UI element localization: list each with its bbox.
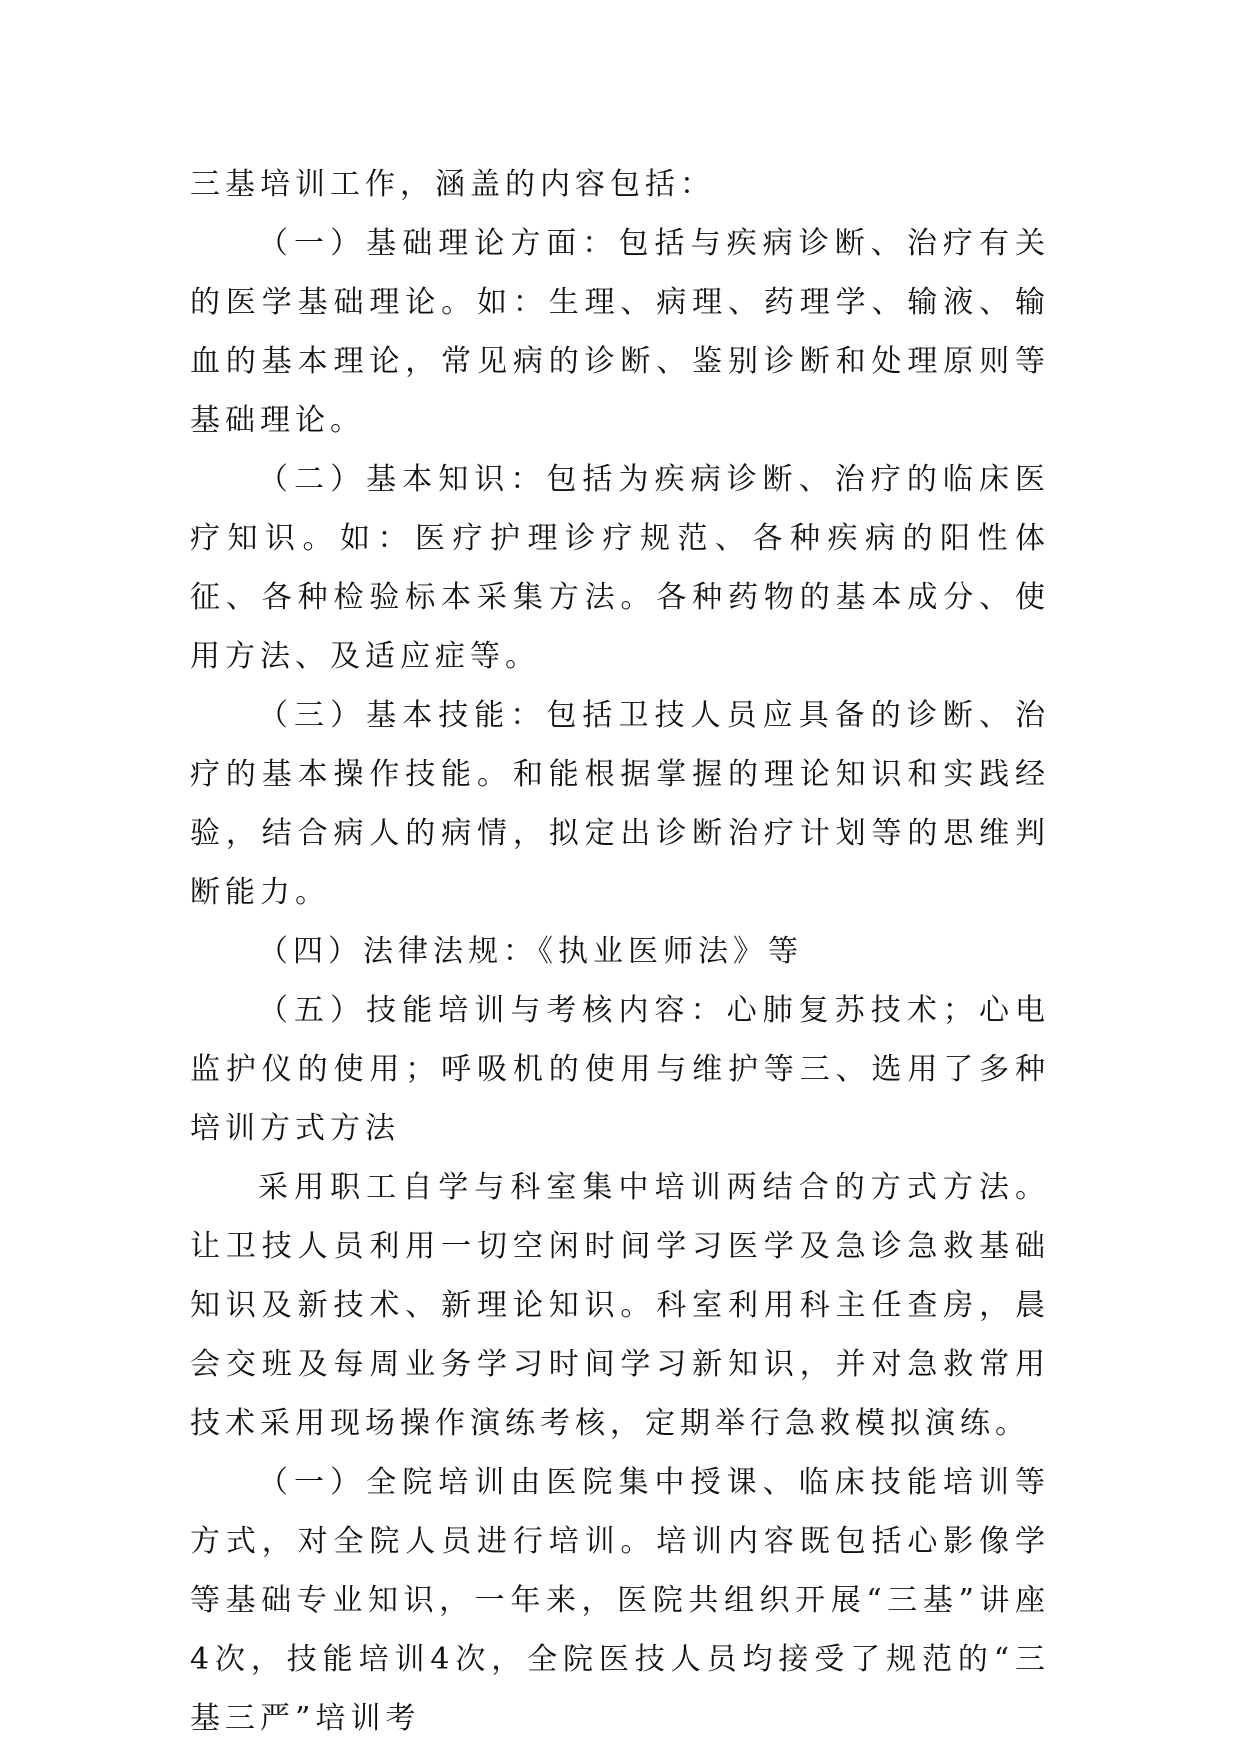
paragraph-basic-knowledge: （二）基本知识：包括为疾病诊断、治疗的临床医疗知识。如：医疗护理诊疗规范、各种疾病的阳性体征、各种检验标本采集方法。各种药物的基本成分、使用方法、及适应症等。 [190,462,1050,674]
paragraph-training-method: 采用职工自学与科室集中培训两结合的方式方法。让卫技人员利用一切空闲时间学习医学及急诊急救基础知识及新技术、新理论知识。科室利用科主任查房，晨会交班及每周业务学习时间学习新知识，并对急救常用技术采用现场操作演练考核，定期举行急救模拟演练。 [190,1170,1050,1441]
paragraph-basic-theory: （一）基础理论方面：包括与疾病诊断、治疗有关的医学基础理论。如：生理、病理、药理学、输液、输血的基本理论，常见病的诊断、鉴别诊断和处理原则等基础理论。 [190,226,1050,438]
paragraph-laws: （四）法律法规：《执业医师法》等 [258,934,803,969]
paragraph-intro: 三基培训工作，涵盖的内容包括： [190,167,715,202]
paragraph-skill-training: （五）技能培训与考核内容：心肺复苏技术；心电监护仪的使用；呼吸机的使用与维护等三、选用了多种培训方式方法 [190,993,1050,1146]
paragraph-hospital-training: （一）全院培训由医院集中授课、临床技能培训等方式，对全院人员进行培训。培训内容既包括心影像学等基础专业知识，一年来，医院共组织开展“三基”讲座4次，技能培训4次，全院医技人员均接受了规范的“三基三严”培训考 [190,1465,1050,1736]
body-text [190,155,1050,1748]
paragraph-basic-skills: （三）基本技能：包括卫技人员应具备的诊断、治疗的基本操作技能。和能根据掌握的理论知识和实践经验，结合病人的病情，拟定出诊断治疗计划等的思维判断能力。 [190,698,1050,910]
